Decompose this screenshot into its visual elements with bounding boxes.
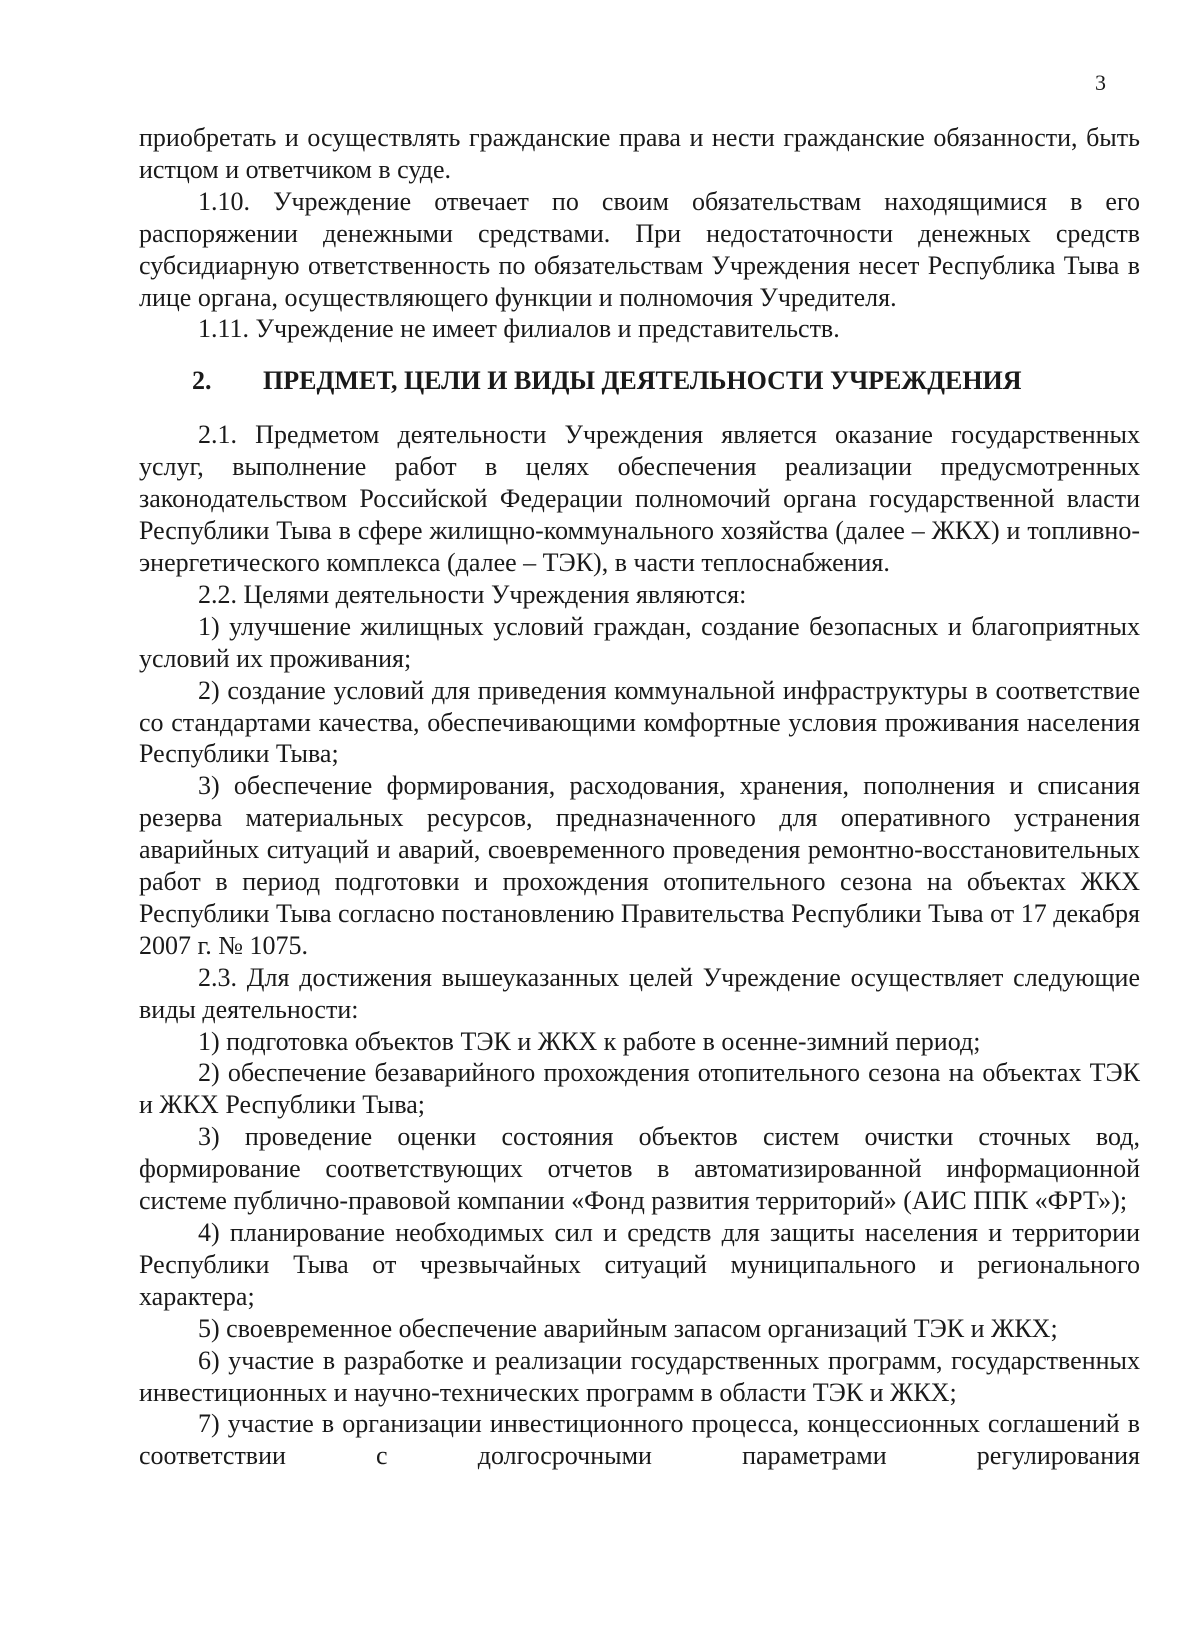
list-item-2-3-2: 2) обеспечение безаварийного прохождения отопительного сезона на объектах ТЭК и ЖКХ Республики Тыва; [139, 1058, 1140, 1120]
list-item-2-2-2: 2) создание условий для приведения коммунальной инфраструктуры в соответствие со стандартами качества, обеспечивающими комфортные условия проживания населения Республики Тыва; [139, 675, 1140, 769]
list-item-2-3-7: 7) участие в организации инвестиционного процесса, концессионных соглашений в соответствии с долгосрочными параметрами регулирования [139, 1409, 1140, 1471]
list-item-2-2-3: 3) обеспечение формирования, расходования, хранения, пополнения и списания резерва материальных ресурсов, предназначенного для оперативного устранения аварийных ситуаций и аварий, своевременного проведения ремонтно-восстановительных работ в период подготовки и прохождения отопительного сезона на объектах ЖКХ Республики Тыва согласно постановлению Правительства Республики Тыва от 17 декабря 2007 г. № 1075. [139, 771, 1140, 960]
list-item-2-3-5: 5) своевременное обеспечение аварийным запасом организаций ТЭК и ЖКХ; [198, 1313, 1058, 1343]
list-item-2-3-1: 1) подготовка объектов ТЭК и ЖКХ к работе в осенне-зимний период; [198, 1026, 981, 1056]
paragraph-2-2: 2.2. Целями деятельности Учреждения являются: [198, 579, 747, 609]
paragraph-2-3: 2.3. Для достижения вышеуказанных целей Учреждение осуществляет следующие виды деятельности: [139, 962, 1140, 1024]
list-item-2-3-4: 4) планирование необходимых сил и средств для защиты населения и территории Республики Тыва от чрезвычайных ситуаций муниципального и регионального характера; [139, 1218, 1140, 1311]
page-number: 3 [1095, 70, 1106, 95]
paragraph-2-1: 2.1. Предметом деятельности Учреждения является оказание государственных услуг, выполнение работ в целях обеспечения реализации предусмотренных законодательством Российской Федерации полномочий органа государственной власти Республики Тыва в сфере жилищно-коммунального хозяйства (далее – ЖКХ) и топливно-энергетического комплекса (далее – ТЭК), в части теплоснабжения. [139, 420, 1140, 577]
section-heading [139, 365, 1140, 397]
section-number: 2. [192, 366, 212, 396]
list-item-2-2-1: 1) улучшение жилищных условий граждан, создание безопасных и благоприятных условий их проживания; [139, 611, 1140, 673]
list-item-2-3-6: 6) участие в разработке и реализации государственных программ, государственных инвестиционных и научно-технических программ в области ТЭК и ЖКХ; [139, 1345, 1140, 1407]
list-item-2-3-3: 3) проведение оценки состояния объектов систем очистки сточных вод, формирование соответствующих отчетов в автоматизированной информационной системе публично-правовой компании «Фонд развития территорий» (АИС ППК «ФРТ»); [139, 1122, 1140, 1216]
paragraph-continuation: приобретать и осуществлять гражданские права и нести гражданские обязанности, быть истцом и ответчиком в суде. [139, 123, 1140, 184]
section-title: ПРЕДМЕТ, ЦЕЛИ И ВИДЫ ДЕЯТЕЛЬНОСТИ УЧРЕЖДЕНИЯ [263, 366, 1022, 396]
document-body [139, 122, 1140, 1472]
paragraph-1-11: 1.11. Учреждение не имеет филиалов и представительств. [198, 314, 840, 344]
paragraph-1-10: 1.10. Учреждение отвечает по своим обязательствам находящимися в его распоряжении денежными средствами. При недостаточности денежных средств субсидиарную ответственность по обязательствам Учреждения несет Республика Тыва в лице органа, осуществляющего функции и полномочия Учредителя. [139, 186, 1140, 312]
